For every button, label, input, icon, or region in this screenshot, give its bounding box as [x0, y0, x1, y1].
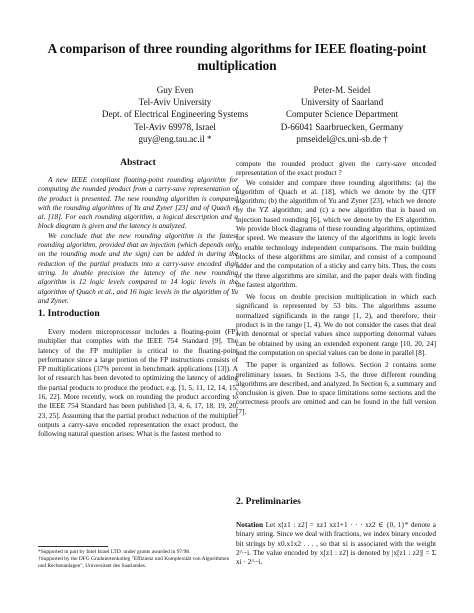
paper-title-line-1: A comparison of three rounding algorithms for IEEE floating-point	[47, 41, 427, 56]
right-column-text	[236, 160, 436, 417]
paper-title-line-2: multiplication	[197, 58, 277, 73]
body-paragraph: We focus on double precision multiplication in which each significand is represented by 53 bits. The algorithms assume normalized significands in the range [1, 2), and therefore, their product is in the range [1, 4). We do not consider the cases that deal with denormal or special values since supporting denormal values can be obtained by using an extended exponent range [10, 20, 24] and the computation on special values can be done in parallel [8].	[236, 293, 436, 357]
body-paragraph: Every modern microprocessor includes a floating-point (FP) multiplier that complies with the IEEE 754 Standard [9]. The latency of the FP multiplier is critical to the floating-point performance since a large portion of the FP instructions consists of FP multiplications (37% percent in benchmark applications [13]). A lot of research has been devoted to optimizing the latency of adding the partial products to produce the product, e.g. [1, 5, 11, 12, 14, 15, 16, 22]. More recently, work on rounding the product according to the IEEE 754 Standard has been published [3, 4, 6, 17, 18, 19, 20, 23, 25]. Assuming that the partial product reduction of the multiplier outputs a carry-save encoded representation the exact product, the following natural question arises: What is the fastest method to	[38, 328, 238, 439]
body-paragraph: We consider and compare three rounding algorithms: (a) the algorithm of Quach et al. [18], which we denote by the QTF algorithm; (b) the algorithm of Yu and Zyner [23], which we denote by the YZ algorithm; and (c) a new algorithm that is based on injection based rounding [6], which we denote by the ES algorithm. We provide block diagrams of these rounding algorithms, optimized for speed. We measure the latency of the algorithms in logic levels to enable technology independent comparisons. The main building blocks of these algorithms are similar, and consist of a compound adder and the computation of a sticky and carry bits. Thus, the costs of the three algorithms are similar, and the paper deals with finding the fastest algorithm.	[236, 178, 436, 289]
author-name: Guy Even	[156, 85, 194, 95]
notation-label: Notation	[236, 521, 263, 529]
abstract-heading: Abstract	[120, 157, 156, 168]
notation-paragraph	[236, 521, 436, 567]
section-heading-preliminaries: 2. Preliminaries	[236, 496, 301, 507]
author-email: pmseidel@cs.uni-sb.de †	[296, 133, 388, 144]
footnote: †Supported by the DFG Graduiertenkolleg "Effizienz und Komplexität von Algorithmen und Rechenanlagen", Universitaet des Saarlandes.	[38, 556, 230, 569]
author-name: Peter-M. Seidel	[313, 85, 371, 95]
abstract-text	[38, 176, 238, 306]
author-email: guy@eng.tau.ac.il *	[138, 133, 212, 144]
paper-title	[40, 40, 434, 74]
body-paragraph: compute the rounded product given the carry-save encoded representation of the exact product ?	[236, 160, 436, 178]
footnote-divider	[38, 546, 108, 547]
author-affiliation: Computer Science Department	[285, 109, 399, 120]
footnote: *Supported in part by Intel Israel LTD. under grants awarded in 97/98.	[38, 549, 191, 555]
abstract-paragraph: We conclude that the new rounding algorithm is the fastest rounding algorithm, provided that an injection (which depends only on the rounding mode and the sign) can be added in during the reduction of the partial products into a carry-save encoded digit string. In double precision the latency of the new rounding algorithm is 12 logic levels compared to 14 logic levels in the algorithm of Quach et al., and 16 logic levels in the algorithm of Yu and Zyner.	[38, 231, 238, 305]
author-affiliation: D-66041 Saarbruecken, Germany	[280, 121, 404, 132]
body-paragraph: The paper is organized as follows. Section 2 contains some preliminary issues. In Sections 3-5, the three different rounding algorithms are described, and analyzed. In Section 6, a summary and conclusion is given. Due to space limitations some sections and the correctness proofs are omitted and can be found in the full version [7].	[236, 361, 436, 416]
author-block-1	[95, 84, 255, 145]
introduction-text	[38, 328, 238, 440]
author-affiliation: Tel-Aviv University	[138, 97, 212, 108]
abstract-paragraph: A new IEEE compliant floating-point rounding algorithm for computing the rounded product from a carry-save representation of the product is presented. The new rounding algorithm is compared with the rounding algorithms of Yu and Zyner [23] and of Quach et al. [18]. For each rounding algorithm, a logical description and a block diagram is given and the latency is analyzed.	[38, 176, 238, 231]
author-affiliation: University of Saarland	[300, 97, 384, 108]
author-affiliation: Tel-Aviv 69978, Israel	[134, 121, 216, 132]
notation-text: Let x[z1 : z2] = xz1 xz1+1 · · · xz2 ∈ {0, 1}* denote a binary string. Since we deal with fractions, we index binary encoded bit strings by x0.x1x2 . . . , so that xi is associated with the weight 2^−i. The value encoded by x[z1 : z2] is denoted by |x[z1 : z2]| = Σ xi · 2^−i.	[236, 521, 436, 567]
section-heading-introduction: 1. Introduction	[38, 308, 100, 319]
footnotes	[38, 549, 238, 570]
author-affiliation: Dept. of Electrical Engineering Systems	[101, 109, 249, 120]
author-block-2	[262, 84, 422, 145]
